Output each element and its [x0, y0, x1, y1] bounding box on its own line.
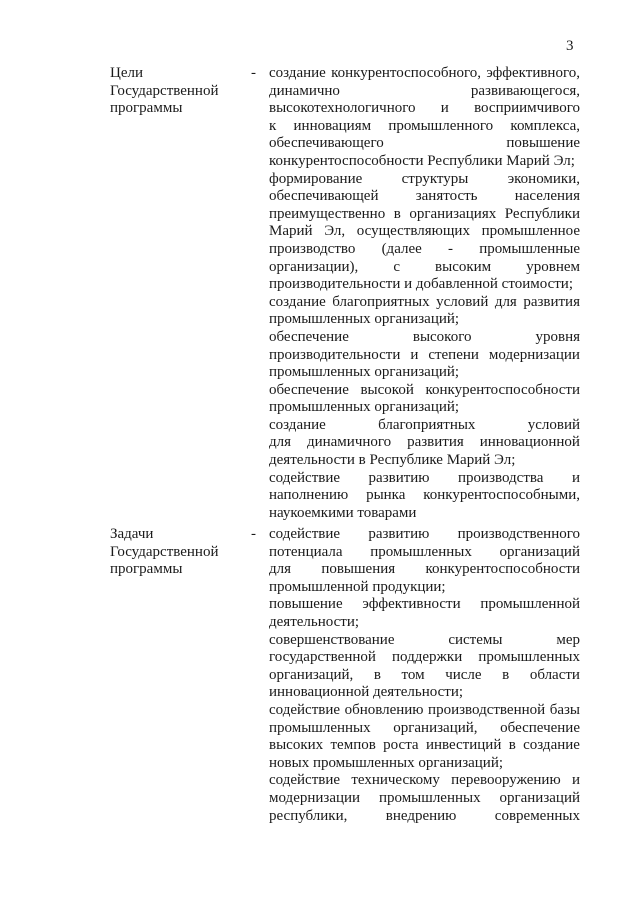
text-line: промышленной продукции;	[269, 578, 446, 595]
text-word: организаций,	[393, 719, 478, 736]
section-label	[110, 526, 260, 579]
text-word: высокой	[360, 381, 414, 398]
text-line	[269, 596, 580, 614]
text-line	[269, 702, 580, 720]
label-line: Государственной	[110, 82, 219, 99]
text-word: осуществляющих	[356, 223, 470, 240]
text-word: темпов	[330, 737, 376, 754]
text-line	[269, 737, 580, 755]
text-word: промышленного	[388, 117, 494, 134]
text-line	[269, 118, 580, 136]
text-word: потенциала	[269, 543, 343, 560]
text-word: обеспечение	[269, 381, 349, 398]
text-line	[269, 720, 580, 738]
label-line: Цели	[110, 65, 144, 81]
text-word: динамично	[269, 82, 340, 99]
text-word: уровнем	[526, 258, 580, 275]
text-word: повышение	[506, 135, 580, 152]
text-word: конкурентоспособности	[425, 561, 580, 578]
text-word: высокого	[412, 328, 472, 345]
text-word: промышленных	[370, 543, 472, 560]
text-word: развития	[523, 293, 580, 310]
text-word: конкурентоспособными,	[423, 487, 580, 504]
text-word: конкурентоспособного,	[331, 65, 482, 81]
text-word: рынка	[366, 487, 406, 504]
text-line	[269, 808, 580, 826]
text-line: деятельности в Республике Марий Эл;	[269, 452, 516, 469]
label-line: программы	[110, 561, 183, 578]
text-word: инновациям	[293, 117, 372, 134]
text-line	[269, 470, 580, 488]
text-word: организации),	[269, 258, 359, 275]
text-line	[269, 417, 580, 435]
text-word: производства	[458, 469, 544, 486]
text-word: к	[269, 117, 277, 134]
text-word: в	[393, 205, 401, 222]
text-line	[269, 526, 580, 544]
text-word: с	[393, 258, 400, 275]
text-word: конкурентоспособности	[425, 381, 580, 398]
section-content	[269, 65, 580, 522]
text-word: производительности	[269, 346, 401, 363]
text-word: организаций	[499, 789, 580, 806]
text-word: условий	[436, 293, 489, 310]
text-word: наполнению	[269, 487, 349, 504]
text-line	[269, 65, 580, 83]
dash-separator: -	[251, 65, 256, 81]
text-word: благоприятных	[378, 416, 476, 433]
text-word: республики,	[269, 807, 348, 824]
text-line: новых промышленных организаций;	[269, 754, 504, 771]
text-word: обеспечивающей	[269, 188, 379, 205]
text-line	[269, 188, 580, 206]
text-word: экономики,	[507, 170, 580, 187]
text-word: области	[529, 666, 580, 683]
text-word: модернизации	[269, 789, 361, 806]
text-word: промышленные	[479, 240, 580, 257]
text-word: обновлению	[344, 701, 424, 718]
page-number: 3	[566, 38, 574, 54]
text-word: комплекса,	[510, 117, 580, 134]
text-line	[269, 171, 580, 189]
text-line	[269, 223, 580, 241]
text-word: промышленных	[269, 719, 371, 736]
text-word: содействие	[269, 701, 341, 718]
text-line: производительности и добавленной стоимости;	[269, 276, 573, 293]
text-word: производство	[269, 240, 356, 257]
text-word: и	[571, 772, 580, 789]
section-label	[110, 65, 260, 118]
text-word: формирование	[269, 170, 363, 187]
text-line	[269, 135, 580, 153]
text-word: развивающегося,	[470, 82, 580, 99]
text-line	[269, 206, 580, 224]
text-line: конкурентоспособности Республики Марий Эл;	[269, 152, 575, 169]
text-word: инвестиций	[425, 737, 502, 754]
text-line	[269, 259, 580, 277]
text-line	[269, 347, 580, 365]
text-word: развития	[407, 434, 464, 451]
text-word: в	[502, 666, 510, 683]
text-word: создание	[523, 737, 580, 754]
text-line	[269, 649, 580, 667]
text-word: внедрению	[385, 807, 457, 824]
text-line	[269, 772, 580, 790]
text-word: современных	[494, 807, 580, 824]
text-line	[269, 329, 580, 347]
text-line	[269, 790, 580, 808]
text-word: Республики	[504, 205, 580, 222]
text-word: преимущественно	[269, 205, 386, 222]
text-word: организациях	[409, 205, 497, 222]
text-line: промышленных организаций;	[269, 364, 460, 381]
text-line: деятельности;	[269, 613, 360, 630]
text-word: системы	[448, 631, 503, 648]
text-word: техническому	[351, 772, 440, 789]
text-word: том	[401, 666, 425, 683]
text-line	[269, 382, 580, 400]
text-word: организаций,	[269, 666, 354, 683]
text-word: степени	[428, 346, 479, 363]
text-line: промышленных организаций;	[269, 399, 460, 416]
text-word: высоким	[435, 258, 492, 275]
text-word: развитию	[368, 469, 430, 486]
text-word: содействие	[269, 772, 341, 789]
section-content	[269, 526, 580, 825]
text-word: повышения	[321, 561, 396, 578]
label-line: Задачи	[110, 526, 154, 542]
text-line	[269, 100, 580, 118]
text-word: восприимчивого	[474, 100, 580, 117]
text-word: в	[508, 737, 516, 754]
text-word: развитию	[368, 526, 430, 542]
text-line	[269, 487, 580, 505]
text-word: для	[269, 561, 292, 578]
text-word: занятость	[415, 188, 478, 205]
text-word: повышение	[269, 596, 343, 613]
text-word: высоких	[269, 737, 324, 754]
text-word: в	[373, 666, 381, 683]
text-word: поддержки	[392, 649, 463, 666]
text-word: -	[447, 240, 453, 257]
text-word: перевооружению	[451, 772, 561, 789]
text-word: Эл,	[324, 223, 346, 240]
text-line	[269, 667, 580, 685]
text-line: промышленных организаций;	[269, 311, 460, 328]
text-word: Марий	[269, 223, 313, 240]
text-word: обеспечение	[500, 719, 580, 736]
label-line: программы	[110, 100, 183, 117]
text-word: обеспечивающего	[269, 135, 384, 152]
text-word: базы	[549, 701, 580, 718]
text-word: совершенствование	[269, 631, 395, 648]
text-word: структуры	[401, 170, 469, 187]
text-word: создание	[269, 293, 326, 310]
text-word: модернизации	[488, 346, 580, 363]
text-word: создание	[269, 416, 326, 433]
text-word: промышленных	[478, 649, 580, 666]
text-word: числе	[445, 666, 482, 683]
text-line	[269, 241, 580, 259]
text-word: динамичного	[306, 434, 392, 451]
text-word: производственного	[457, 526, 580, 542]
text-word: содействие	[269, 469, 341, 486]
text-word: роста	[383, 737, 419, 754]
text-word: обеспечение	[269, 328, 349, 345]
text-word: уровня	[535, 328, 580, 345]
text-word: промышленных	[378, 789, 481, 806]
text-word: эффективности	[362, 596, 461, 613]
text-word: для	[494, 293, 517, 310]
text-line	[269, 561, 580, 579]
text-word: высокотехнологичного	[269, 100, 416, 117]
text-word: инновационной	[479, 434, 580, 451]
text-word: условий	[527, 416, 580, 433]
text-word: для	[269, 434, 292, 451]
text-word: государственной	[269, 649, 376, 666]
text-word: создание	[269, 65, 326, 81]
text-word: благоприятных	[332, 293, 430, 310]
text-word: (далее	[381, 240, 422, 257]
text-word: эффективного,	[486, 65, 580, 81]
dash-separator: -	[251, 526, 256, 542]
text-word: промышленной	[480, 596, 580, 613]
text-word: производственной	[428, 701, 546, 718]
text-line	[269, 544, 580, 562]
label-line: Государственной	[110, 543, 219, 560]
text-line: наукоемкими товарами	[269, 504, 417, 521]
text-word: и	[440, 100, 449, 117]
text-word: и	[571, 469, 580, 486]
text-line	[269, 632, 580, 650]
text-line	[269, 83, 580, 101]
text-word: и	[410, 346, 419, 363]
text-line: инновационной деятельности;	[269, 684, 464, 701]
text-word: населения	[514, 188, 580, 205]
text-word: мер	[556, 631, 580, 648]
text-word: организаций	[499, 543, 580, 560]
text-line	[269, 434, 580, 452]
text-word: содействие	[269, 526, 341, 542]
text-line	[269, 294, 580, 312]
text-word: промышленное	[481, 223, 580, 240]
